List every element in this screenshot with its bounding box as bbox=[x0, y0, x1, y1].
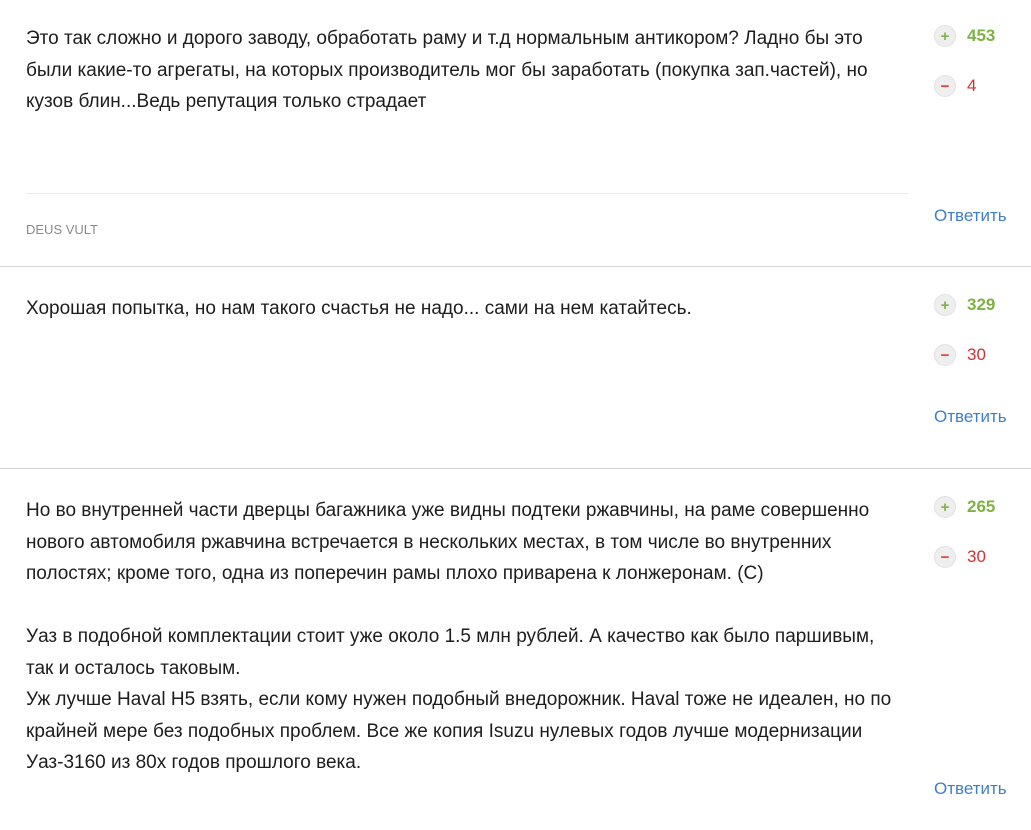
upvote bbox=[934, 293, 995, 317]
minus-icon[interactable]: − bbox=[934, 344, 956, 366]
downvote bbox=[934, 545, 986, 569]
downvote bbox=[934, 343, 986, 367]
downvote-count: 4 bbox=[967, 76, 977, 95]
reply-button[interactable]: Ответить bbox=[934, 779, 1007, 798]
plus-icon[interactable]: + bbox=[934, 496, 956, 518]
upvote-count: 265 bbox=[967, 497, 996, 516]
comment-text bbox=[26, 293, 906, 325]
upvote-count: 453 bbox=[967, 26, 996, 45]
comment-signature: DEUS VULT bbox=[26, 222, 98, 237]
comment bbox=[0, 267, 1031, 467]
minus-icon[interactable]: − bbox=[934, 75, 956, 97]
downvote bbox=[934, 74, 976, 98]
upvote bbox=[934, 24, 995, 48]
reply-button[interactable]: Ответить bbox=[934, 206, 1007, 225]
minus-icon[interactable]: − bbox=[934, 546, 956, 568]
comment-paragraph: Хорошая попытка, но нам такого счастья не надо... сами на нем катайтесь. bbox=[26, 298, 692, 319]
reply-button[interactable]: Ответить bbox=[934, 407, 1007, 426]
comment-paragraph: Уаз в подобной комплектации стоит уже около 1.5 млн рублей. А качество как было паршивым, так и осталось таковым. Уж лучше Haval H5 взять, если кому нужен подобный внедорожник. Haval тоже не идеален, но по крайней мере без подобных проблем. Все же копия Isuzu нулевых годов лучше модернизации Уаз-3160 из 80х годов прошлого века. bbox=[26, 626, 892, 773]
downvote-count: 30 bbox=[967, 547, 986, 566]
plus-icon[interactable]: + bbox=[934, 25, 956, 47]
comment bbox=[0, 0, 1031, 266]
upvote-count: 329 bbox=[967, 295, 996, 314]
comment bbox=[0, 469, 1031, 830]
signature-divider bbox=[26, 193, 908, 194]
comment-text bbox=[26, 495, 906, 779]
comment-paragraph: Но во внутренней части дверцы багажника уже видны подтеки ржавчины, на раме совершенно нового автомобиля ржавчина встречается в нескольких местах, в том числе во внутренних полостях; кроме того, одна из поперечин рамы плохо приварена к лонжеронам. (С) bbox=[26, 500, 870, 584]
upvote bbox=[934, 495, 995, 519]
comment-paragraph: Это так сложно и дорого заводу, обработать раму и т.д нормальным антикором? Ладно бы это были какие-то агрегаты, на которых производитель мог бы заработать (покупка зап.частей), но кузов блин...Ведь репутация только страдает bbox=[26, 28, 868, 112]
comment-text bbox=[26, 23, 906, 118]
downvote-count: 30 bbox=[967, 345, 986, 364]
plus-icon[interactable]: + bbox=[934, 294, 956, 316]
